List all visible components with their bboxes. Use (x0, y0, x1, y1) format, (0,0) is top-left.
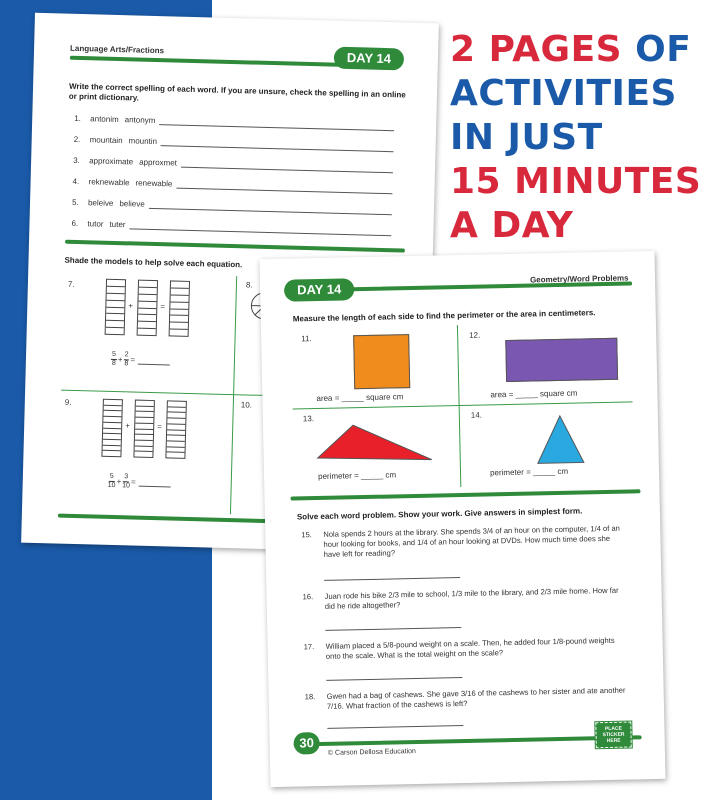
page2-subject: Geometry/Word Problems (529, 273, 629, 285)
q7-number: 7. (67, 279, 75, 289)
q9-equation: $\frac{5}{10}$ + $\frac{3}{10}$ = (107, 473, 171, 492)
q9-model-c[interactable] (165, 400, 187, 459)
promo-line-5: A DAY (450, 205, 574, 246)
fraction: $\frac{5}{10}$ (107, 472, 116, 490)
q14-number: 14. (470, 410, 483, 420)
fraction: $\frac{3}{10}$ (122, 473, 131, 490)
q9-model-equals: = (157, 422, 163, 432)
word-problem-17: 17. William placed a 5/8-pound weight on a scale. Then, he added four 1/8-pound weights onto the scale. What is the total weight on the scale? (303, 635, 615, 661)
q7-model-a[interactable] (105, 279, 126, 336)
q14-triangle (533, 412, 588, 467)
promo-line-1: 2 PAGES OF (450, 29, 692, 70)
promo-line-4: 15 MINUTES (450, 161, 701, 202)
spelling-instruction: Write the correct spelling of each word. If you are unsure, check the spelling in an online or print dictionary. (68, 81, 406, 103)
q9-model-b[interactable] (133, 400, 155, 459)
page-number-badge: 30 (293, 732, 319, 755)
q7-model-equals: = (160, 302, 166, 312)
spelling-row-4: 4. reknewable renewable (72, 177, 392, 194)
answer-line[interactable] (181, 159, 393, 174)
word-problem-18: 18. Gwen had a bag of cashews. She gave 3/16 of the cashews to her sister and ate another 7/16. What fraction of the cashews is left? (304, 685, 626, 711)
q7-answer-blank[interactable] (138, 356, 170, 366)
q9-number: 9. (64, 397, 72, 407)
q7-model-plus: + (128, 301, 134, 311)
answer-line[interactable] (161, 137, 394, 152)
promo-headline (450, 28, 701, 248)
q7-model-c[interactable] (169, 280, 190, 337)
q16-answer-line[interactable] (325, 627, 461, 631)
word-problem-15: 15. Nola spends 2 hours at the library. She spends 3/4 of an hour on the computer, 1/4 of an hour looking for books, and 1/4 of an hour looking at DVDs. How much time does she have left for reading? (301, 523, 620, 559)
worksheet-page-geometry-word-problems (260, 251, 666, 787)
answer-line[interactable] (129, 220, 391, 236)
page2-day-badge: DAY 14 (284, 278, 354, 301)
promo-line-2: ACTIVITIES (450, 73, 677, 114)
q11-square (353, 334, 410, 389)
copyright-footer: © Carson Dellosa Education (327, 748, 416, 757)
q14-answer-label: perimeter = _____ cm (489, 466, 569, 478)
spelling-row-6: 6. tutor tuter (71, 219, 391, 236)
spelling-row-3: 3. approximate approxmet (73, 156, 393, 173)
q8-number: 8. (245, 280, 253, 290)
q11-number: 11. (301, 334, 312, 344)
q7-model-b[interactable] (137, 280, 158, 337)
spelling-row-1: 1. antonim antonym (74, 114, 394, 131)
word-problems-instruction: Solve each word problem. Show your work. Give answers in simplest form. (296, 506, 583, 522)
models-instruction: Shade the models to help solve each equation. (64, 255, 243, 270)
page1-divider-bar (65, 240, 405, 253)
fraction: $\frac{2}{8}$ (124, 351, 129, 368)
q10-number: 10. (240, 400, 253, 410)
sticker-placeholder[interactable]: PLACE STICKER HERE (595, 722, 632, 749)
page2-footer-bar (294, 735, 642, 746)
q12-answer-label: area = _____ square cm (490, 388, 578, 400)
answer-line[interactable] (159, 116, 394, 131)
spelling-row-5: 5. beleive believe (72, 198, 392, 215)
measure-instruction: Measure the length of each side to find the perimeter or the area in centimeters. (292, 308, 596, 324)
word-problem-16: 16. Juan rode his bike 2/3 mile to school, 1/3 mile to the library, and 2/3 mile home. How far did he ride altogether? (302, 585, 619, 611)
q12-number: 12. (469, 330, 481, 340)
q11-answer-label: area = _____ square cm (316, 392, 404, 404)
q18-answer-line[interactable] (327, 725, 463, 729)
q7-equation: $\frac{5}{8}$ + $\frac{2}{8}$ = (110, 351, 171, 370)
answer-line[interactable] (149, 200, 392, 215)
q12-rectangle (505, 338, 618, 382)
page1-header-bar (70, 56, 370, 68)
page1-subject: Language Arts/Fractions (69, 43, 165, 56)
page1-day-badge: DAY 14 (334, 47, 405, 71)
q17-answer-line[interactable] (326, 677, 462, 681)
q13-answer-label: perimeter = _____ cm (317, 470, 397, 482)
q9-model-plus: + (125, 421, 131, 431)
spelling-row-2: 2. mountain mountin (74, 135, 394, 152)
q9-answer-blank[interactable] (139, 478, 171, 488)
q13-number: 13. (302, 414, 315, 424)
geometry-horizontal-divider (293, 401, 633, 409)
q9-model-a[interactable] (101, 399, 123, 458)
q15-answer-line[interactable] (324, 577, 460, 581)
page2-divider-bar (290, 489, 640, 500)
q13-triangle (313, 420, 438, 467)
promo-line-3: IN JUST (450, 117, 603, 158)
fraction: $\frac{5}{8}$ (111, 350, 117, 368)
answer-line[interactable] (176, 180, 392, 195)
